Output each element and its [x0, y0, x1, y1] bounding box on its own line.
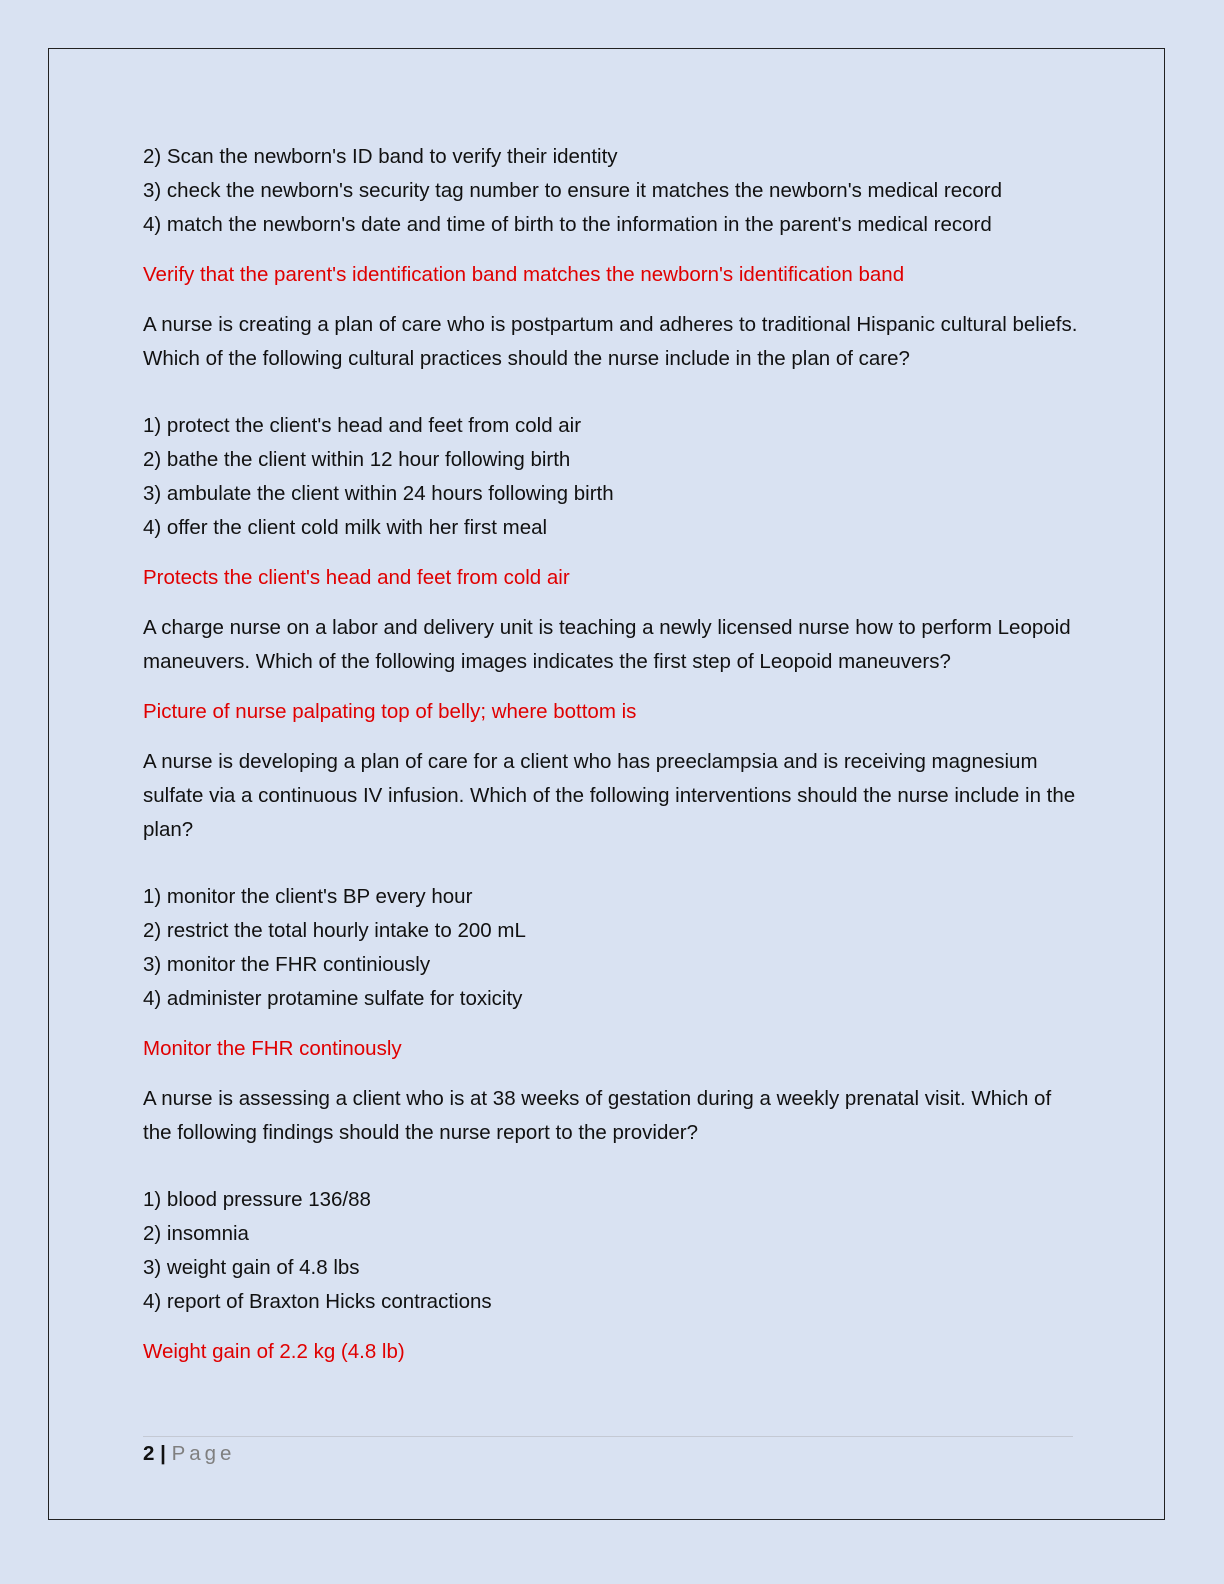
option-item: 1) monitor the client's BP every hour: [143, 885, 473, 908]
option-item: 3) check the newborn's security tag number to ensure it matches the newborn's medical record: [143, 179, 1002, 202]
option-item: 1) blood pressure 136/88: [143, 1188, 371, 1211]
question-text: A nurse is assessing a client who is at 38 weeks of gestation during a weekly prenatal visit. Which of the following findings should the nurse report to the provider?: [143, 1087, 1052, 1144]
footer-divider: [143, 1436, 1073, 1437]
answer-text: Monitor the FHR continously: [143, 1037, 402, 1060]
document-body: [143, 140, 1078, 1369]
page-footer: [143, 1440, 235, 1468]
option-item: 4) offer the client cold milk with her first meal: [143, 516, 548, 539]
answer-text: Verify that the parent's identification band matches the newborn's identification band: [143, 263, 905, 286]
option-item: 2) Scan the newborn's ID band to verify their identity: [143, 145, 618, 168]
option-list: [143, 140, 1078, 242]
page-number: 2: [143, 1442, 155, 1465]
answer-text: Picture of nurse palpating top of belly; where bottom is: [143, 700, 637, 723]
answer-text: Protects the client's head and feet from cold air: [143, 566, 570, 589]
option-list: [143, 880, 1078, 1016]
option-item: 2) restrict the total hourly intake to 200 mL: [143, 919, 526, 942]
option-item: 4) report of Braxton Hicks contractions: [143, 1290, 492, 1313]
option-item: 3) ambulate the client within 24 hours following birth: [143, 482, 614, 505]
option-item: 2) insomnia: [143, 1222, 249, 1245]
option-item: 1) protect the client's head and feet from cold air: [143, 414, 582, 437]
footer-separator: |: [160, 1442, 166, 1465]
answer-text: Weight gain of 2.2 kg (4.8 lb): [143, 1340, 405, 1363]
option-item: 2) bathe the client within 12 hour following birth: [143, 448, 571, 471]
question-text: A nurse is creating a plan of care who is postpartum and adheres to traditional Hispanic cultural beliefs. Which of the following cultural practices should the nurse include in the plan of care?: [143, 313, 1078, 370]
option-item: 3) weight gain of 4.8 lbs: [143, 1256, 360, 1279]
option-item: 3) monitor the FHR continiously: [143, 953, 431, 976]
option-item: 4) administer protamine sulfate for toxicity: [143, 987, 523, 1010]
option-item: 4) match the newborn's date and time of birth to the information in the parent's medical record: [143, 213, 992, 236]
option-list: [143, 1183, 1078, 1319]
question-text: A charge nurse on a labor and delivery unit is teaching a newly licensed nurse how to perform Leopoid maneuvers. Which of the following images indicates the first step of Leopoid maneuvers?: [143, 616, 1071, 673]
option-list: [143, 409, 1078, 545]
page-label: Page: [171, 1442, 236, 1465]
question-text: A nurse is developing a plan of care for a client who has preeclampsia and is receiving magnesium sulfate via a continuous IV infusion. Which of the following interventions should the nurse include in the plan?: [143, 750, 1076, 841]
